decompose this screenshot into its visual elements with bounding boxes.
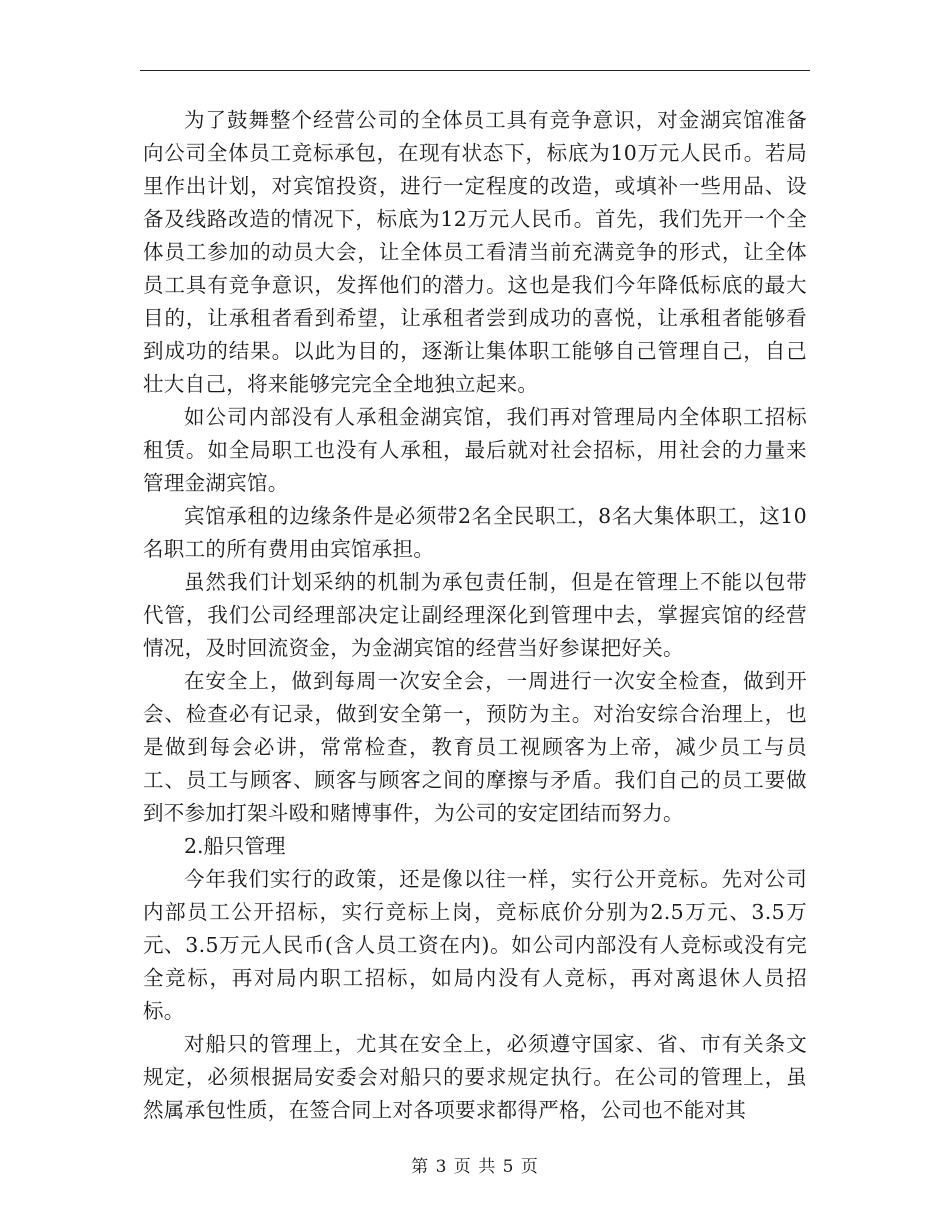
paragraph-hotel-bidding: 为了鼓舞整个经营公司的全体员工具有竞争意识，对金湖宾馆准备向公司全体员工竞标承包，在现有状态下，标底为10万元人民币。若局里作出计划，对宾馆投资，进行一定程度的改造，或填补一些用品、设备及线路改造的情况下，标底为12万元人民币。首先，我们先开一个全体员工参加的动员大会，让全体员工看清当前充满竞争的形式，让全体员工具有竞争意识，发挥他们的潜力。这也是我们今年降低标底的最大目的，让承租者看到希望，让承租者尝到成功的喜悦，让承租者能够看到成功的结果。以此为目的，逐渐让集体职工能够自己管理自己，自己壮大自己，将来能够完完全全地独立起来。 xyxy=(143,108,807,396)
header-rule xyxy=(140,70,810,71)
paragraph-management-mechanism: 虽然我们计划采纳的机制为承包责任制，但是在管理上不能以包带代管，我们公司经理部决定让副经理深化到管理中去，掌握宾馆的经营情况，及时回流资金，为金湖宾馆的经营当好参谋把好关。 xyxy=(143,570,807,660)
paragraph-ship-bidding: 今年我们实行的政策，还是像以往一样，实行公开竞标。先对公司内部员工公开招标，实行竞标上岗，竞标底价分别为2.5万元、3.5万元、3.5万元人民币(含人员工资在内)。如公司内部没有人竞标或没有完全竞标，再对局内职工招标，如局内没有人竞标，再对离退休人员招标。 xyxy=(143,867,807,1023)
paragraph-ship-safety: 对船只的管理上，尤其在安全上，必须遵守国家、省、市有关条文规定，必须根据局安委会对船只的要求规定执行。在公司的管理上，虽然属承包性质，在签合同上对各项要求都得严格，公司也不能对其 xyxy=(143,1032,807,1122)
paragraph-internal-tender: 如公司内部没有人承租金湖宾馆，我们再对管理局内全体职工招标租赁。如全局职工也没有人承租，最后就对社会招标，用社会的力量来管理金湖宾馆。 xyxy=(143,405,807,495)
section-heading-ship-management: 2.船只管理 xyxy=(184,834,286,858)
page-footer: 第 3 页 共 5 页 xyxy=(411,1157,539,1177)
paragraph-safety: 在安全上，做到每周一次安全会，一周进行一次安全检查，做到开会、检查必有记录，做到安全第一，预防为主。对治安综合治理上，也是做到每会必讲，常常检查，教育员工视顾客为上帝，减少员工与员工、员工与顾客、顾客与顾客之间的摩擦与矛盾。我们自己的员工要做到不参加打架斗殴和赌博事件，为公司的安定团结而努力。 xyxy=(143,669,807,825)
document-body xyxy=(143,104,807,1127)
paragraph-lease-conditions: 宾馆承租的边缘条件是必须带2名全民职工，8名大集体职工，这10名职工的所有费用由宾馆承担。 xyxy=(143,504,807,561)
